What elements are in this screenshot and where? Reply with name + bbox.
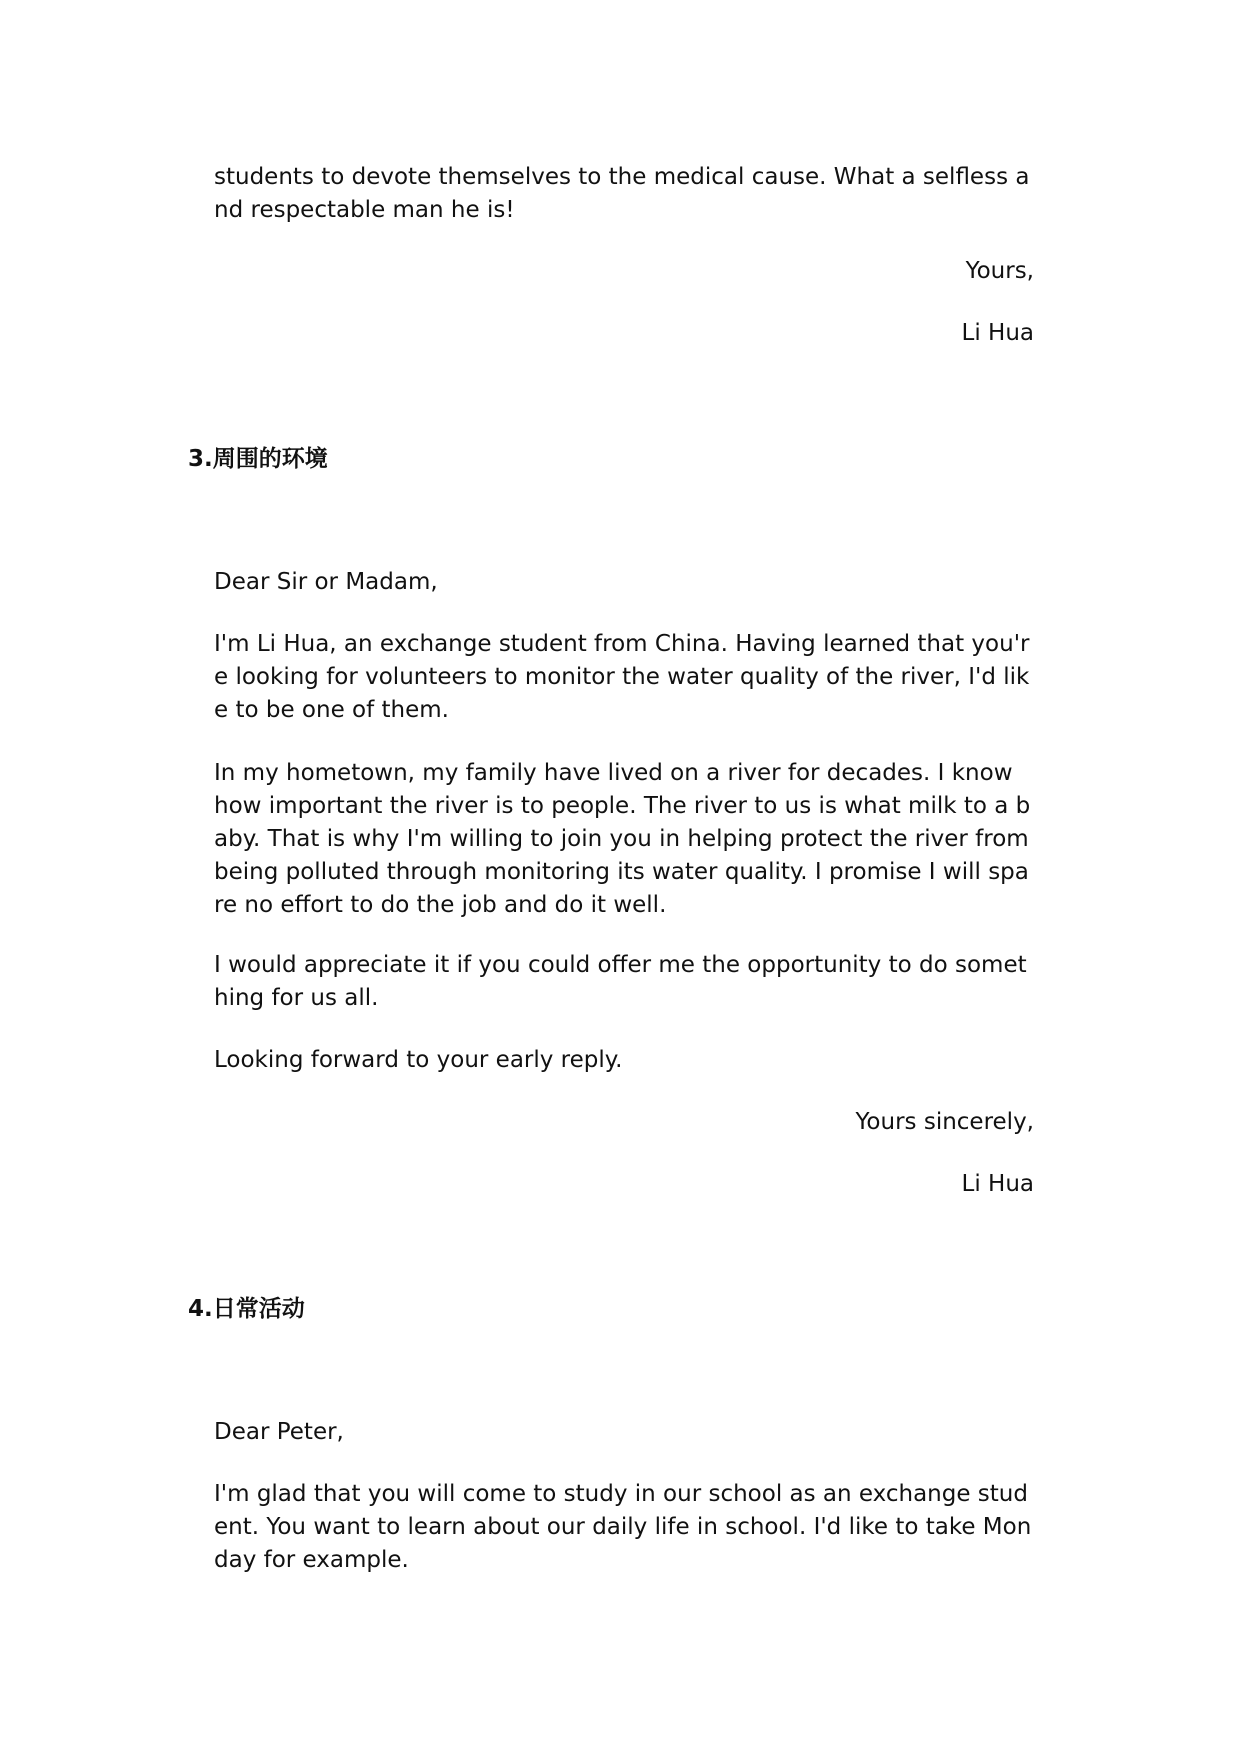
section4-title: 日常活动 [212,1295,305,1322]
section2-paragraph-end: students to devote themselves to the medical cause. What a selfless and respectable man he is! [214,164,1030,223]
section3-paragraph-1: I'm Li Hua, an exchange student from China. Having learned that you're looking for volunteers to monitor the water quality of the river, I'd like to be one of them. [214,631,1030,723]
section2-signature: Li Hua [961,320,1034,346]
section4-heading [188,1292,305,1326]
section3-closing: Yours sincerely, [855,1109,1034,1135]
section2-closing: Yours, [965,258,1034,284]
section3-title: 周围的环境 [212,445,328,472]
section3-signature: Li Hua [961,1171,1034,1197]
section4-number: 4. [188,1296,213,1322]
section3-heading [188,442,328,476]
section3-salutation: Dear Sir or Madam, [214,569,438,595]
section3-paragraph-4: Looking forward to your early reply. [214,1047,623,1073]
section3-paragraph-3: I would appreciate it if you could offer me the opportunity to do something for us all. [214,952,1027,1011]
section3-paragraph-2: In my hometown, my family have lived on a river for decades. I know how important the river is to people. The river to us is what milk to a baby. That is why I'm willing to join you in helping protect the river from being polluted through monitoring its water quality. I promise I will spare no effort to do the job and do it well. [214,760,1031,918]
section3-number: 3. [188,446,213,472]
section4-paragraph-1: I'm glad that you will come to study in our school as an exchange student. You want to learn about our daily life in school. I'd like to take Monday for example. [214,1481,1032,1573]
section4-salutation: Dear Peter, [214,1419,344,1445]
